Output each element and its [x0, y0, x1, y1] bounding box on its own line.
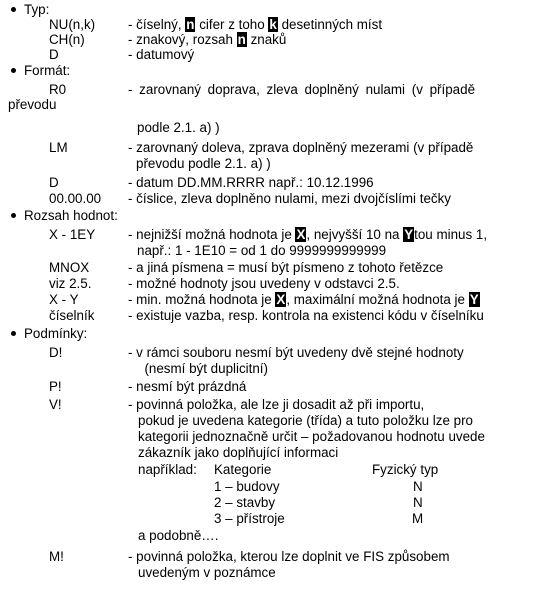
code-date: D: [49, 175, 59, 190]
bullet-icon: [11, 331, 16, 336]
desc-p-excl: - nesmí být prázdná: [128, 379, 247, 394]
marker-n: n: [237, 32, 246, 47]
desc-ciselnik: - existuje vazba, resp. kontrola na existenci kódu v číselníku: [128, 308, 484, 323]
code-v-excl: V!: [49, 397, 62, 412]
desc-m-excl-1: - povinná položka, kterou lze doplnit ve FIS způsobem: [128, 549, 450, 564]
example-label: například:: [138, 462, 197, 477]
desc-x-1ey-line2: např.: 1 - 1E10 = od 1 do 9999999999999: [137, 243, 387, 258]
desc-m-excl-2: uvedeným v poznámce: [138, 565, 276, 580]
desc-nu: - číselný, n cifer z toho k desetinných míst: [128, 17, 383, 32]
bullet-icon: [11, 7, 16, 12]
desc-x-1ey: - nejnižší možná hodnota je X, nejvyšší 10 na Ytou minus 1,: [128, 227, 488, 242]
marker-x: X: [276, 292, 286, 307]
code-d: D: [49, 47, 59, 62]
code-lm: LM: [49, 140, 68, 155]
desc-x-y: - min. možná hodnota je X, maximální možná hodnota je Y: [128, 292, 479, 307]
example-col-fyzicky-typ: Fyzický typ: [372, 462, 439, 477]
marker-x: X: [296, 227, 306, 242]
desc-viz: - možné hodnoty jsou uvedeny v odstavci 2.5.: [128, 276, 400, 291]
desc-lm-line2: převodu podle 2.1. a) ): [136, 156, 271, 171]
desc-d: - datumový: [128, 47, 195, 62]
code-ch: CH(n): [49, 32, 85, 47]
code-p-excl: P!: [49, 379, 62, 394]
section-title-format: Formát:: [24, 63, 71, 78]
bullet-icon: [11, 213, 16, 218]
example-tail: a podobně….: [138, 528, 219, 543]
desc-d-excl-2: (nesmí být duplicitní): [137, 361, 268, 376]
desc-r0-line1: - zarovnaný doprava, zleva doplněný nulami (v případě: [128, 82, 476, 97]
section-title-rozsah: Rozsah hodnot:: [24, 208, 118, 223]
example-row-typ: N: [413, 495, 423, 510]
desc-v-excl-2: pokud je uvedena kategorie (třída) a tuto položku lze pro: [138, 413, 473, 428]
code-m-excl: M!: [49, 549, 64, 564]
desc-r0-wrap: převodu: [8, 97, 57, 112]
code-viz: viz 2.5.: [49, 276, 92, 291]
code-mnox: MNOX: [49, 260, 90, 275]
bullet-icon: [11, 68, 16, 73]
desc-mnox: - a jiná písmena = musí být písmeno z tohoto řetězce: [128, 260, 444, 275]
marker-n: n: [186, 17, 195, 32]
desc-dots: - číslice, zleva doplněno nulami, mezi dvojčíslími tečky: [128, 191, 451, 206]
code-r0: R0: [49, 82, 67, 97]
desc-d-excl-1: - v rámci souboru nesmí být uvedeny dvě stejné hodnoty: [128, 345, 464, 360]
desc-v-excl-1: - povinná položka, ale lze ji dosadit až při importu,: [128, 397, 425, 412]
desc-v-excl-3: kategorii jednoznačně určit – požadovanou hodnotu uvede: [138, 429, 485, 444]
code-nu: NU(n,k): [49, 17, 96, 32]
desc-ch: - znakový, rozsah n znaků: [128, 32, 287, 47]
example-row-cat: 3 – přístroje: [214, 511, 285, 526]
code-x-y: X - Y: [49, 292, 79, 307]
marker-y: Y: [469, 292, 479, 307]
example-row-typ: N: [413, 479, 423, 494]
example-row-cat: 1 – budovy: [214, 479, 280, 494]
example-row-typ: M: [412, 511, 424, 526]
section-title-podminky: Podmínky:: [24, 326, 88, 341]
code-dots: 00.00.00: [49, 191, 102, 206]
desc-v-excl-4: zákazník jako doplňující informaci: [138, 445, 339, 460]
desc-date: - datum DD.MM.RRRR např.: 10.12.1996: [128, 175, 374, 190]
example-col-kategorie: Kategorie: [214, 462, 272, 477]
section-title-typ: Typ:: [24, 2, 50, 17]
code-d-excl: D!: [49, 345, 63, 360]
example-row-cat: 2 – stavby: [214, 495, 276, 510]
code-ciselnik: číselník: [49, 308, 95, 323]
desc-r0-line2: podle 2.1. a) ): [137, 120, 220, 135]
code-x-1ey: X - 1EY: [49, 227, 96, 242]
desc-lm-line1: - zarovnaný doleva, zprava doplněný mezerami (v případě: [128, 140, 474, 155]
marker-k: k: [269, 17, 277, 32]
marker-y: Y: [404, 227, 414, 242]
